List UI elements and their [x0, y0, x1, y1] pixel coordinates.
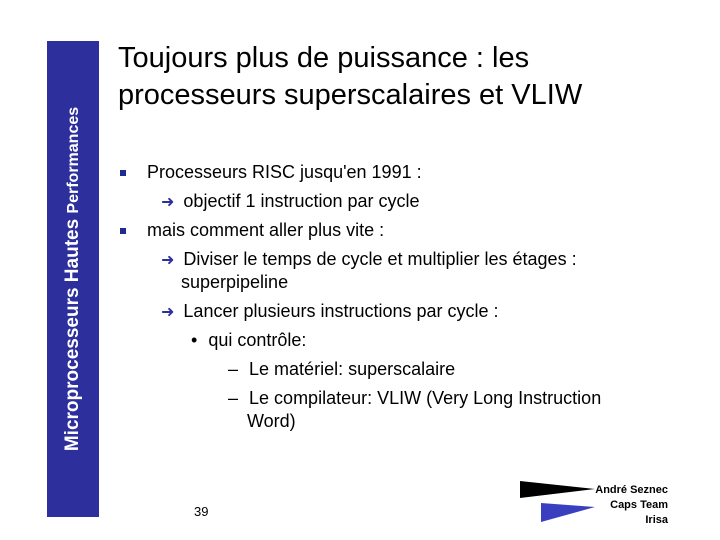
dot-bullet-icon: • — [191, 330, 198, 350]
page-number: 39 — [194, 504, 209, 519]
dash-bullet-icon: – — [228, 388, 239, 408]
sidebar-title — [62, 107, 84, 451]
logo-dark-triangle — [520, 481, 595, 498]
author-block — [595, 483, 668, 528]
bullet-2-text: mais comment aller plus vite : — [147, 220, 385, 240]
bullet-3 — [191, 329, 306, 351]
organization-name: Irisa — [645, 514, 668, 526]
bullet-2-sub-1-text: Diviser le temps de cycle et multiplier les étages : — [183, 249, 577, 269]
bullet-1 — [120, 161, 422, 183]
dash-bullet-icon: – — [228, 359, 239, 379]
square-bullet-icon — [120, 170, 126, 176]
slide-title: Toujours plus de puissance : les processeurs superscalaires et VLIW — [118, 42, 583, 111]
dash-item-2-cont: Word) — [247, 411, 296, 431]
bullet-1-sub — [161, 190, 420, 214]
dash-item-2 — [228, 387, 601, 409]
sidebar-title-main: Microprocesseurs Hautes — [62, 213, 83, 452]
bullet-2-sub-2-text: Lancer plusieurs instructions par cycle : — [183, 301, 499, 321]
arrow-right-icon: ➜ — [161, 194, 175, 211]
square-bullet-icon — [120, 228, 126, 234]
bullet-1-sub-text: objectif 1 instruction par cycle — [183, 191, 420, 211]
bullet-2-sub-2 — [161, 300, 499, 324]
arrow-right-icon: ➜ — [161, 304, 175, 321]
team-logo — [519, 479, 597, 523]
dash-item-1-text: Le matériel: superscalaire — [249, 359, 456, 379]
team-name: Caps Team — [610, 499, 668, 511]
author-name: André Seznec — [595, 484, 668, 496]
logo-blue-triangle — [541, 503, 595, 522]
bullet-2-sub-1-cont: superpipeline — [181, 272, 289, 292]
dash-item-1 — [228, 358, 455, 380]
bullet-3-text: qui contrôle: — [208, 330, 307, 350]
bullet-1-text: Processeurs RISC jusqu'en 1991 : — [147, 162, 422, 182]
dash-item-2-text: Le compilateur: VLIW (Very Long Instruction — [249, 388, 602, 408]
bullet-2 — [120, 219, 384, 241]
bullet-2-sub-1 — [161, 248, 577, 272]
sidebar-title-performances: Performances — [65, 106, 82, 214]
arrow-right-icon: ➜ — [161, 252, 175, 269]
